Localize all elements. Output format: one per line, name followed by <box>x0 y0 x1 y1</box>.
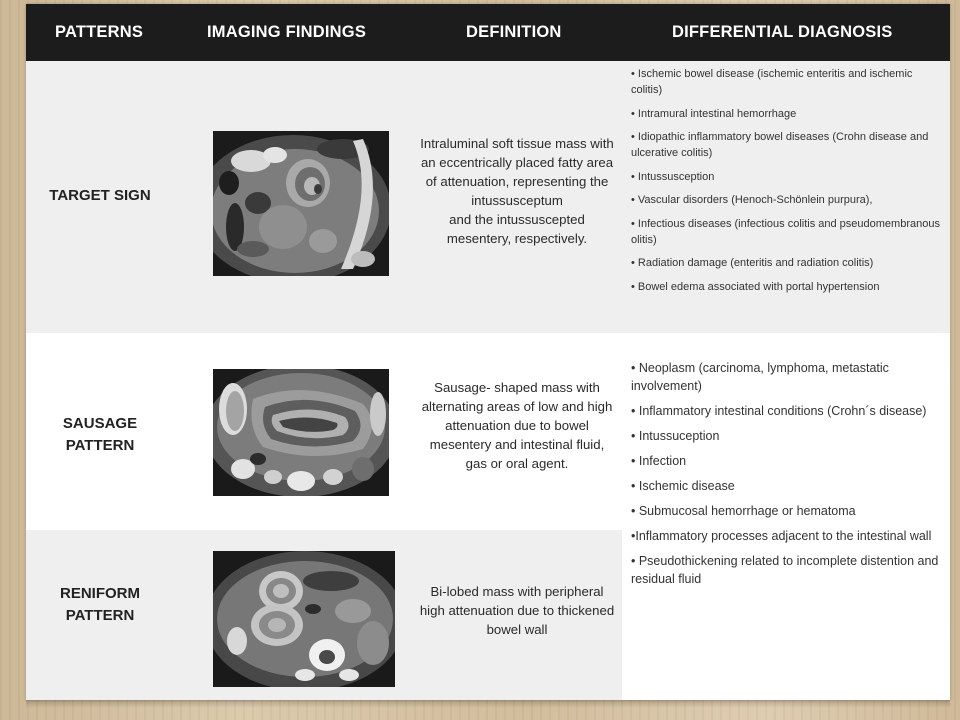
header-differential-diagnosis: DIFFERENTIAL DIAGNOSIS <box>672 23 893 41</box>
list-item: • Ischemic disease <box>631 479 735 493</box>
row-target-sign <box>26 61 950 333</box>
list-item: • Infection <box>631 454 687 468</box>
list-item: • Intussusception <box>631 170 715 183</box>
definition-text: Intraluminal soft tissue mass with an eccentrically placed fatty area of attenuation, representing the intussusceptum and the intussuscepted mesentery, respectively. <box>420 136 614 246</box>
list-item: • Idiopathic inflammatory bowel diseases (Crohn disease and ulcerative colitis) <box>631 131 932 159</box>
ct-image-target-sign <box>213 131 389 276</box>
differential-list <box>631 66 943 302</box>
header-definition: DEFINITION <box>466 23 562 41</box>
ct-image-sausage-pattern <box>213 369 389 496</box>
list-item: • Infectious diseases (infectious colitis and pseudomembranous olitis) <box>631 217 944 246</box>
table-header <box>26 4 950 61</box>
list-item: • Radiation damage (enteritis and radiation colitis) <box>631 257 874 269</box>
definition-text: Bi-lobed mass with peripheral high attenuation due to thickened bowel wall <box>419 584 615 637</box>
board-shadow <box>26 700 950 708</box>
list-item: • Vascular disorders (Henoch-Schönlein purpura), <box>631 194 873 206</box>
header-imaging-findings: IMAGING FINDINGS <box>207 23 367 41</box>
list-item: •Inflammatory processes adjacent to the intestinal wall <box>631 529 932 543</box>
list-item: • Inflammatory intestinal conditions (Crohn´s disease) <box>631 404 927 418</box>
pattern-label: SAUSAGE PATTERN <box>62 415 138 454</box>
ct-image-reniform-pattern <box>213 551 395 687</box>
list-item: • Bowel edema associated with portal hypertension <box>631 280 880 293</box>
pattern-label: TARGET SIGN <box>49 187 151 204</box>
list-item: • Ischemic bowel disease (ischemic enteritis and ischemic colitis) <box>631 68 916 96</box>
list-item: • Submucosal hemorrhage or hematoma <box>631 504 856 518</box>
header-patterns: PATTERNS <box>55 23 144 41</box>
diagnosis-table <box>26 4 950 700</box>
list-item: • Neoplasm (carcinoma, lymphoma, metastatic involvement) <box>631 361 893 393</box>
pattern-label: RENIFORM PATTERN <box>60 585 140 624</box>
list-item: • Intussuception <box>631 429 720 443</box>
list-item: • Intramural intestinal hemorrhage <box>631 107 797 120</box>
definition-text: Sausage- shaped mass with alternating areas of low and high attenuation due to bowel mesentery and intestinal fluid, gas or oral agent. <box>421 380 613 471</box>
list-item: • Pseudothickening related to incomplete distention and residual fluid <box>631 554 942 586</box>
differential-list <box>631 359 945 595</box>
